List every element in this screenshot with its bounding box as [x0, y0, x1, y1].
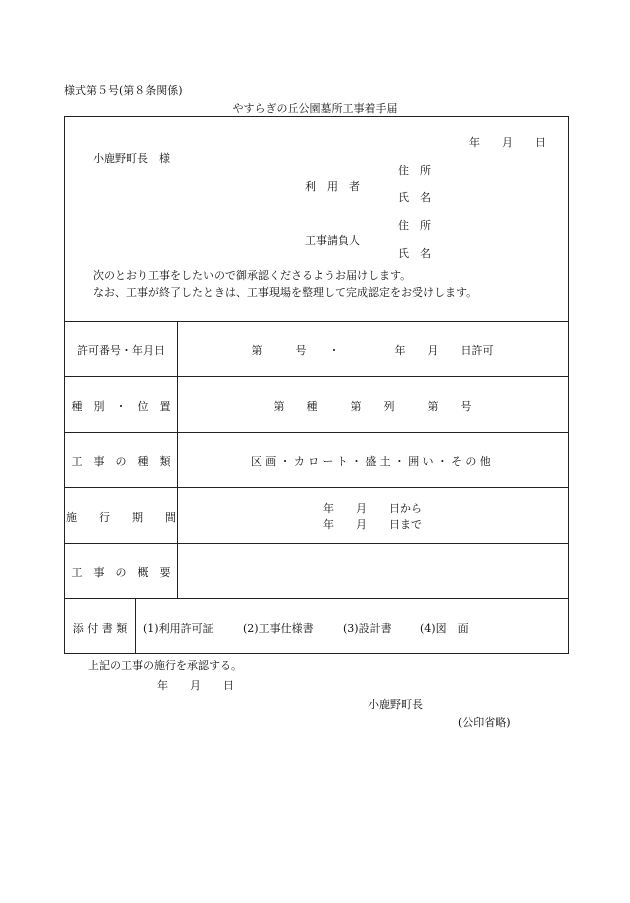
divider	[65, 598, 568, 599]
contractor-name-label: 氏 名	[398, 247, 431, 260]
divider	[65, 487, 568, 488]
period-from: 年 月 日から	[323, 502, 422, 515]
notice-date: 年 月 日	[469, 136, 546, 149]
attachment-item: (4)図 面	[420, 622, 469, 635]
approval-date: 年 月 日	[157, 679, 234, 692]
attachment-item: (1)利用許可証	[143, 622, 214, 635]
divider	[65, 321, 568, 322]
contractor-role-label: 工事請負人	[305, 234, 360, 247]
attachment-item: (3)設計書	[343, 622, 392, 635]
user-role-label: 利 用 者	[305, 180, 360, 193]
type-location-value: 第 種 第 列 第 号	[273, 400, 472, 413]
work-kind-label: 工 事 の 種 類	[71, 455, 171, 468]
period-to: 年 月 日まで	[323, 518, 422, 531]
period-label: 施 行 期 間	[66, 511, 176, 524]
seal-note: (公印省略)	[458, 716, 511, 729]
divider	[65, 543, 568, 544]
user-address-label: 住 所	[398, 164, 431, 177]
notice-statement-2: なお、工事が終了したときは、工事現場を整理して完成認定をお受けします。	[93, 286, 478, 299]
addressee: 小鹿野町長 様	[93, 152, 170, 165]
column-divider	[135, 598, 136, 654]
notice-statement-1: 次のとおり工事をしたいので御承認くださるようお届けします。	[93, 269, 412, 282]
approval-statement: 上記の工事の施行を承認する。	[88, 659, 242, 672]
permit-label: 許可番号・年月日	[77, 344, 165, 357]
attachments-label: 添 付 書 類	[72, 622, 128, 635]
summary-label: 工 事 の 概 要	[71, 566, 171, 579]
contractor-address-label: 住 所	[398, 219, 431, 232]
form-table	[64, 116, 569, 654]
attachment-item: (2)工事仕様書	[243, 622, 314, 635]
form-number-label: 様式第５号(第８条関係)	[64, 84, 183, 97]
work-kind-value: 区画・カロート・盛土・囲い・その他	[250, 455, 495, 468]
divider	[65, 376, 568, 377]
approval-signer: 小鹿野町長	[368, 698, 423, 711]
form-title: やすらぎの丘公園墓所工事着手届	[232, 102, 398, 115]
permit-value: 第 号 ・ 年 月 日許可	[251, 344, 494, 357]
divider	[65, 432, 568, 433]
user-name-label: 氏 名	[398, 191, 431, 204]
type-location-label: 種 別 ・ 位 置	[71, 400, 171, 413]
